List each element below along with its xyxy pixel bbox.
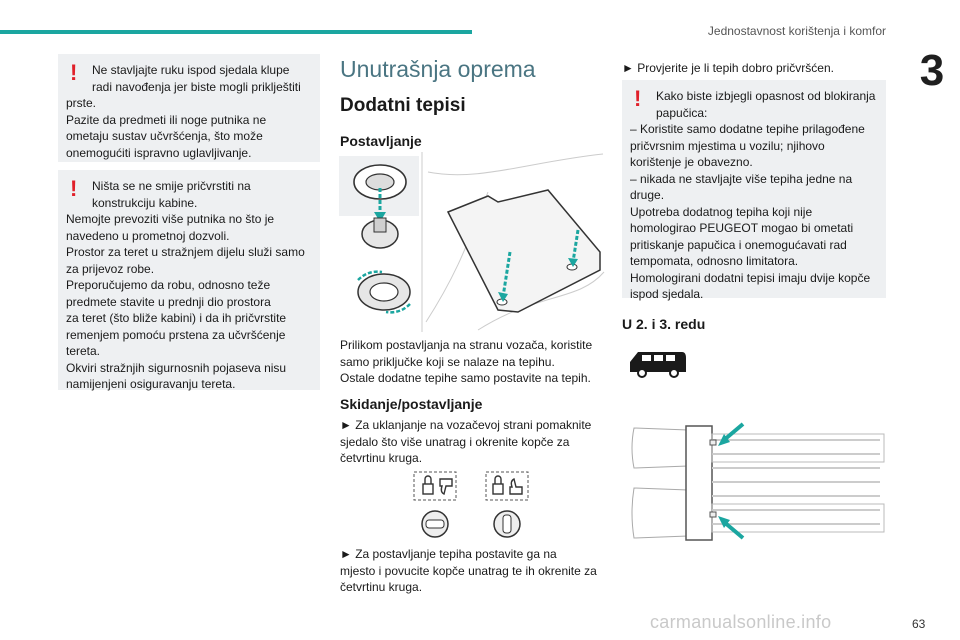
clip-lock-illustration [410, 470, 536, 540]
warning-box-seat [58, 54, 320, 162]
text-line: sjedalo što više unatrag i okrenite kopče za [340, 434, 570, 449]
warning-line: Ne stavljajte ruku ispod sjedala klupe [92, 63, 290, 77]
install2-paragraph [340, 546, 605, 596]
text-line: mjesto i povucite kopče unatrag te ih okrenite za [340, 563, 597, 578]
warning-line: prste. [66, 96, 97, 110]
warning-line: – Koristite samo dodatne tepihe prilagođene [630, 122, 865, 136]
warning-line: Upotreba dodatnog tepiha koji nije [630, 204, 813, 219]
subsection-title: Dodatni tepisi [340, 95, 466, 116]
warning-line: druge. [630, 188, 665, 202]
install-heading: Postavljanje [340, 133, 422, 149]
warning-line: navedeno u prometnoj dozvoli. [66, 228, 230, 243]
warning-icon: ! [70, 60, 78, 85]
warning-line: Nemojte prevoziti više putnika no što je [66, 212, 275, 226]
text-line: Ostale dodatne tepihe samo postavite na tepih. [340, 371, 591, 385]
text-line: četvrtinu kruga. [340, 451, 423, 465]
top-accent-bar [0, 30, 472, 34]
text-line: četvrtinu kruga. [340, 580, 423, 594]
warning-line: remenjem pomoću prstena za učvršćenje [66, 327, 286, 342]
warning-icon: ! [70, 176, 78, 201]
section-title: Unutrašnja oprema [340, 56, 536, 82]
warning-line: tereta. [66, 344, 101, 358]
warning-line: ispod sjedala. [630, 287, 704, 301]
warning-line: namijenjeni osiguravanju tereta. [66, 377, 236, 391]
warning-line: konstrukciju kabine. [92, 195, 198, 210]
warning-line: Okviri stražnjih sigurnosnih pojaseva nisu [66, 360, 287, 375]
warning-line: Preporučujemo da robu, odnosno teže [66, 278, 271, 292]
seat-rows-illustration [628, 418, 886, 548]
text-line: ► Za uklanjanje na vozačevoj strani pomaknite [340, 418, 592, 432]
padlock-icon [423, 484, 433, 494]
warning-line: radi navođenja jer biste mogli priklještiti [92, 79, 301, 94]
warning-box-cargo [58, 170, 320, 390]
vehicle-icon [626, 348, 688, 378]
thumb-down-icon [440, 479, 452, 494]
warning-line: Kako biste izbjegli opasnost od blokiranja [656, 89, 876, 103]
warning-line: Pazite da predmeti ili noge putnika ne [66, 112, 267, 127]
warning-line: Ništa se ne smije pričvrstiti na [92, 179, 251, 193]
page-number: 63 [912, 617, 926, 631]
running-header: Jednostavnost korištenja i komfor [707, 24, 886, 38]
warning-line: onemogućiti ispravno uglavljivanje. [66, 145, 252, 160]
warning-line: predmete stavite u prednji dio prostora [66, 294, 271, 309]
warning-line: – nikada ne stavljajte više tepiha jedne na [630, 171, 853, 186]
rows-heading: U 2. i 3. redu [622, 316, 706, 332]
warning-icon: ! [634, 86, 642, 111]
warning-line: za teret (što bliže kabini) i da ih pričvrstite [66, 311, 287, 325]
thumb-up-icon [510, 479, 522, 494]
seat-bench [686, 426, 712, 540]
warning-box-pedals [622, 80, 886, 301]
warning-line: ometaju sustav učvršćenja, što može [66, 129, 263, 143]
warning-line: pričvrsnim mjestima u vozilu; njihovo [630, 138, 825, 153]
warning-line: papučica: [656, 105, 708, 120]
chapter-number: 3 [919, 46, 945, 95]
padlock-icon [493, 484, 503, 494]
text-line: Prilikom postavljanja na stranu vozača, koristite [340, 338, 593, 352]
check-paragraph: ► Provjerite je li tepih dobro pričvršćen. [622, 61, 834, 75]
watermark: carmanualsonline.info [650, 612, 832, 632]
arrow-icon [724, 424, 743, 440]
lock-frame [486, 472, 528, 500]
warning-line: korištenje je obavezno. [630, 155, 753, 169]
text-line: ► Za postavljanje tepiha postavite ga na [340, 547, 557, 561]
warning-line: pritiskanje papučica i onemogućavati rad [630, 237, 847, 252]
floor-mat-shape [448, 190, 600, 312]
warning-line: homologirao PEUGEOT mogao bi ometati [630, 221, 854, 235]
warning-line: za prijevoz robe. [66, 261, 155, 276]
text-line: samo priključke koji se nalaze na tepihu. [340, 354, 555, 369]
remove-heading: Skidanje/postavljanje [340, 396, 483, 412]
warning-line: Homologirani dodatni tepisi imaju dvije kopče [630, 270, 871, 285]
warning-line: tempomata, odnosno limitatora. [630, 254, 799, 268]
remove-paragraph [340, 417, 605, 467]
mat-install-illustration [338, 152, 606, 332]
install-paragraph [340, 337, 605, 387]
warning-line: Prostor za teret u stražnjem dijelu služi samo [66, 245, 305, 259]
